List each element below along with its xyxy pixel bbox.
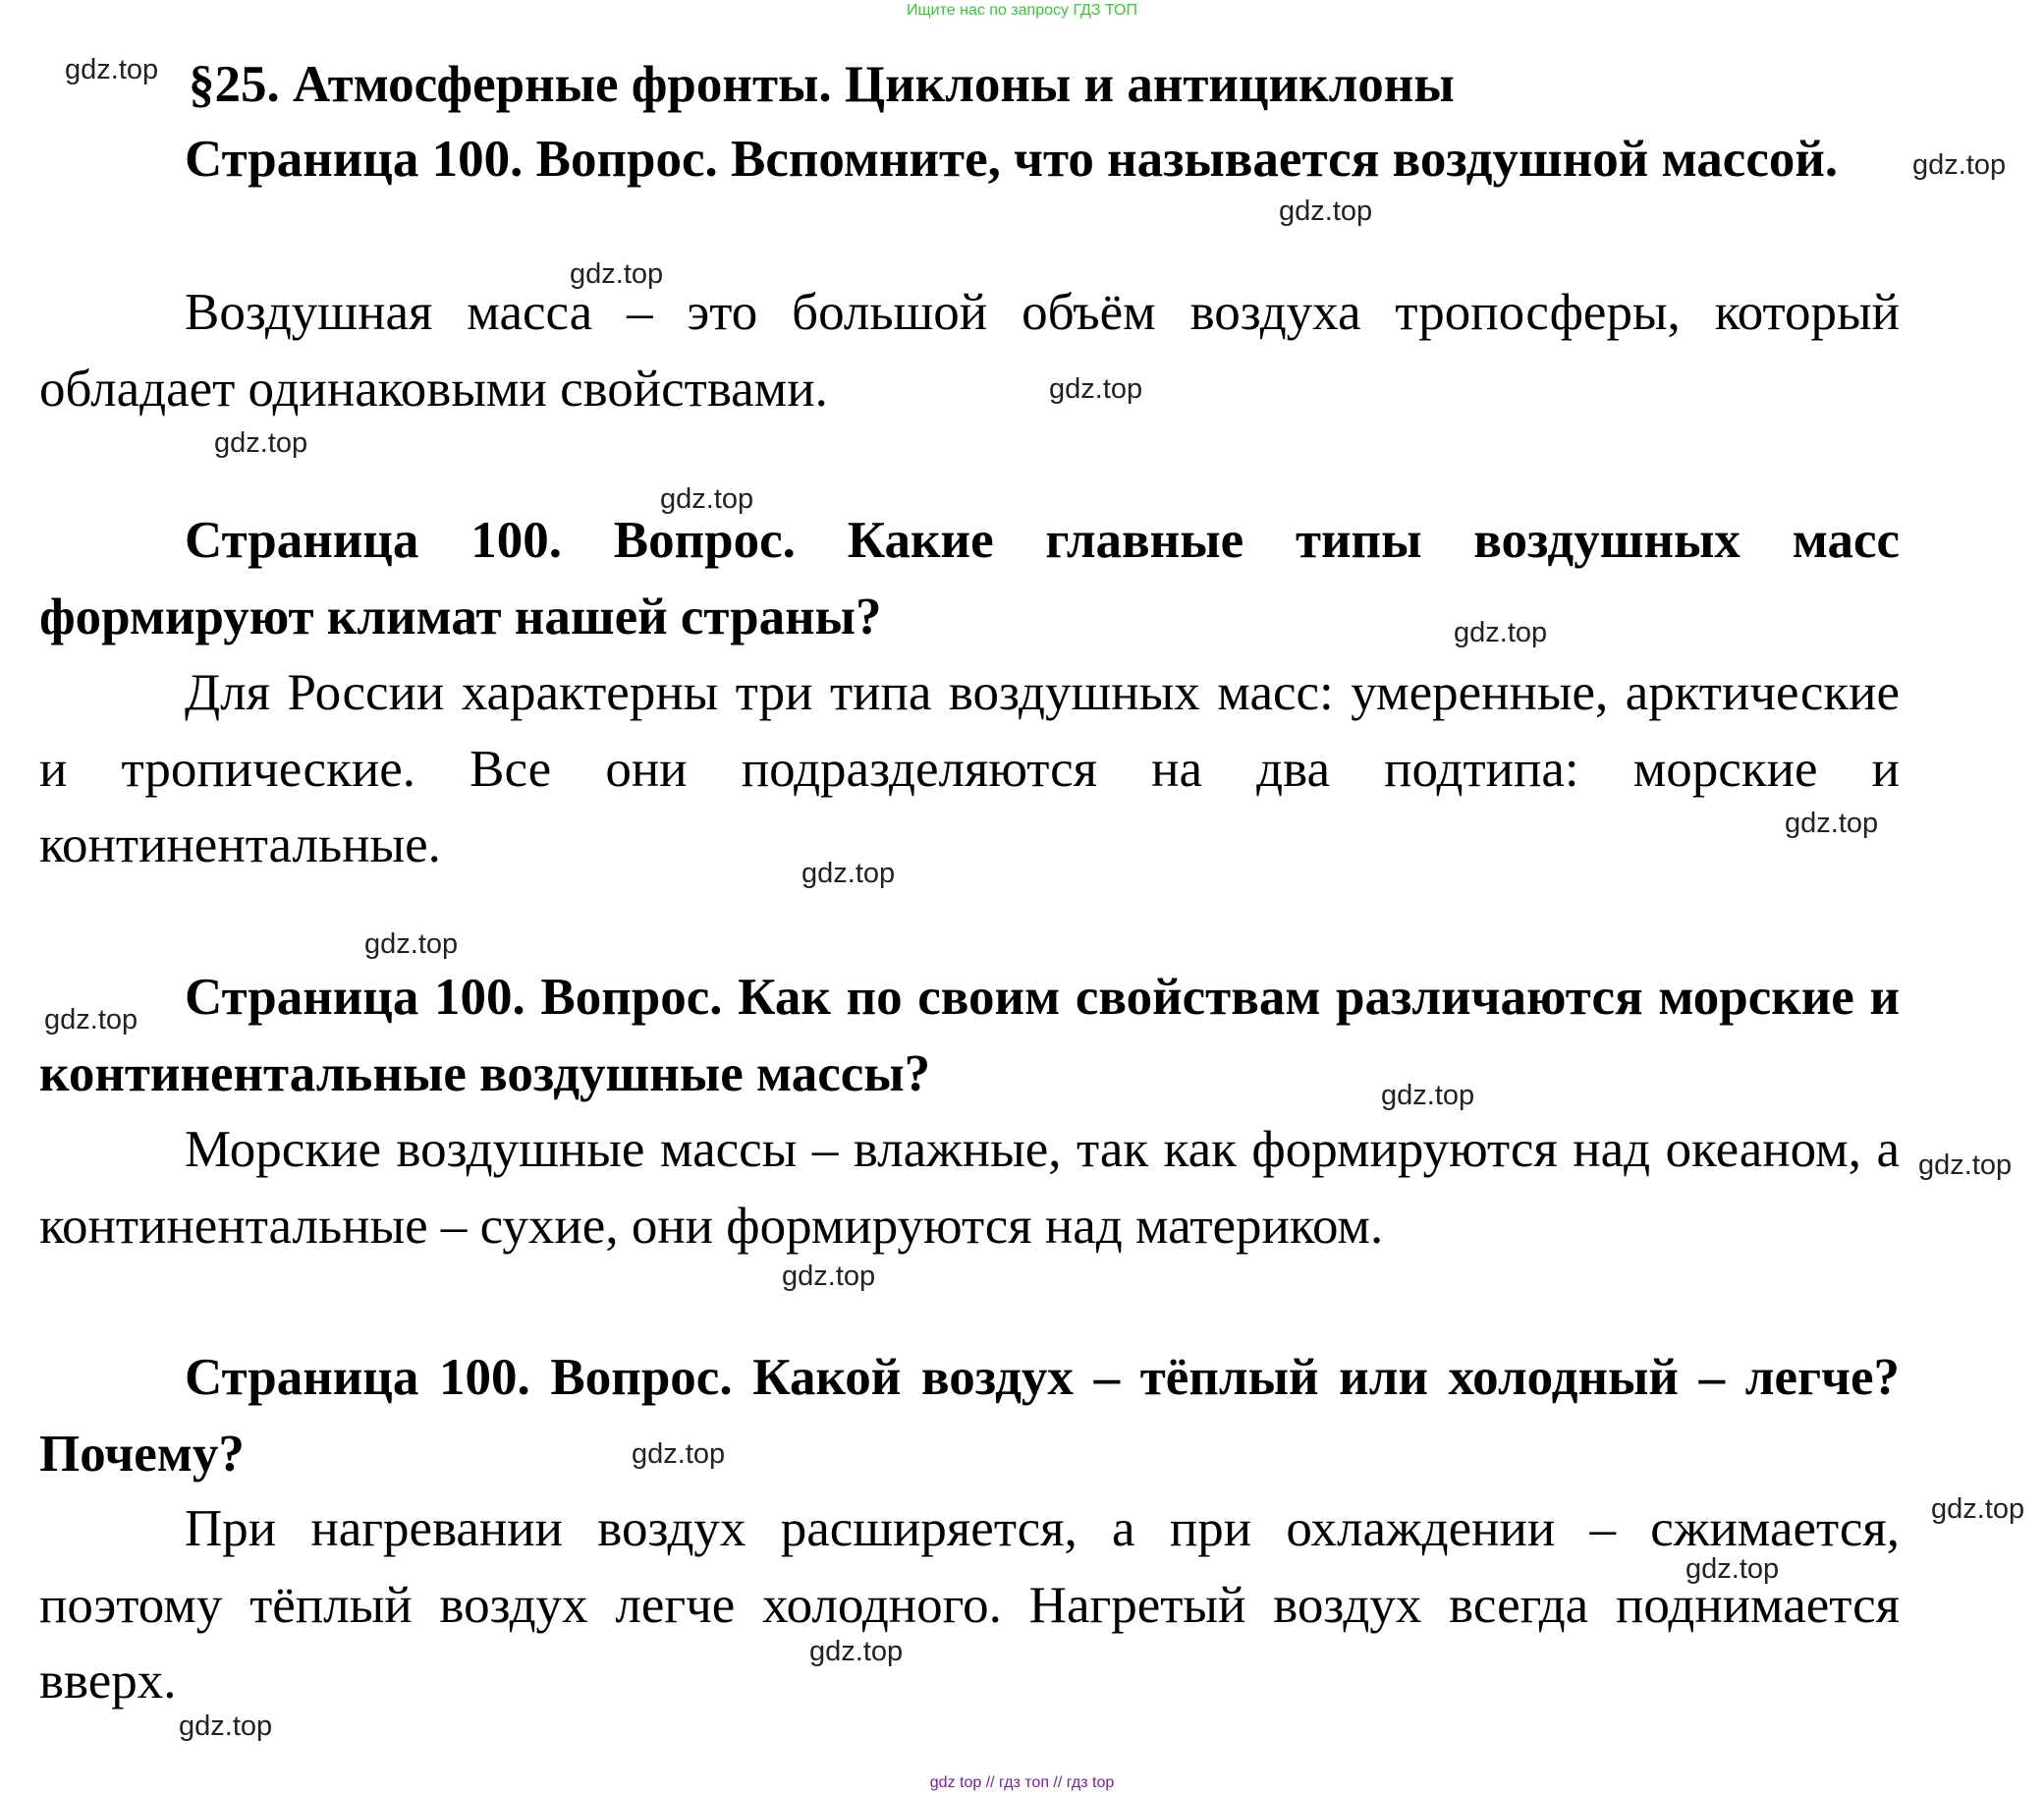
watermark: gdz.top	[801, 858, 896, 889]
question-2: Страница 100. Вопрос. Какие главные типы воздушных масс формируют климат нашей страны?	[39, 512, 1900, 645]
bottom-banner[interactable]: gdz top // гдз топ // гдз top	[929, 1774, 1115, 1791]
watermark: gdz.top	[214, 427, 308, 459]
question-1: Страница 100. Вопрос. Вспомните, что называется воздушной массой.	[185, 131, 1839, 188]
watermark: gdz.top	[44, 1004, 138, 1036]
watermark: gdz.top	[809, 1636, 904, 1667]
answer-4: При нагревании воздух расширяется, а при охлаждении – сжимается, поэтому тёплый воздух легче холодного. Нагретый воздух всегда поднимается вверх.	[39, 1500, 1900, 1710]
question-4: Страница 100. Вопрос. Какой воздух – тёплый или холодный – легче? Почему?	[39, 1349, 1900, 1483]
watermark: gdz.top	[632, 1438, 726, 1470]
watermark: gdz.top	[1279, 196, 1373, 227]
watermark: gdz.top	[570, 258, 664, 290]
question-3: Страница 100. Вопрос. Как по своим свойствам различаются морские и континентальные воздушные массы?	[39, 969, 1900, 1102]
watermark: gdz.top	[1918, 1149, 2013, 1181]
watermark: gdz.top	[782, 1261, 876, 1292]
watermark: gdz.top	[1912, 149, 2007, 181]
watermark: gdz.top	[179, 1710, 273, 1742]
answer-3: Морские воздушные массы – влажные, так как формируются над океаном, а континентальные – сухие, они формируются над материком.	[39, 1121, 1900, 1255]
top-banner[interactable]: Ищите нас по запросу ГДЗ ТОП	[907, 2, 1137, 19]
watermark: gdz.top	[660, 483, 754, 515]
watermark: gdz.top	[364, 928, 459, 960]
watermark: gdz.top	[1931, 1493, 2025, 1525]
watermark: gdz.top	[1785, 808, 1879, 839]
answer-2: Для России характерны три типа воздушных масс: умеренные, арктические и тропические. Все они подразделяются на два подтипа: морские и континентальные.	[39, 664, 1900, 873]
watermark: gdz.top	[1685, 1553, 1780, 1585]
watermark: gdz.top	[1381, 1080, 1475, 1111]
section-title: §25. Атмосферные фронты. Циклоны и антициклоны	[189, 56, 1455, 113]
watermark: gdz.top	[1049, 373, 1143, 405]
watermark: gdz.top	[1454, 617, 1548, 648]
answer-1: Воздушная масса – это большой объём воздуха тропосферы, который обладает одинаковыми свойствами.	[39, 284, 1900, 418]
watermark: gdz.top	[65, 54, 159, 85]
